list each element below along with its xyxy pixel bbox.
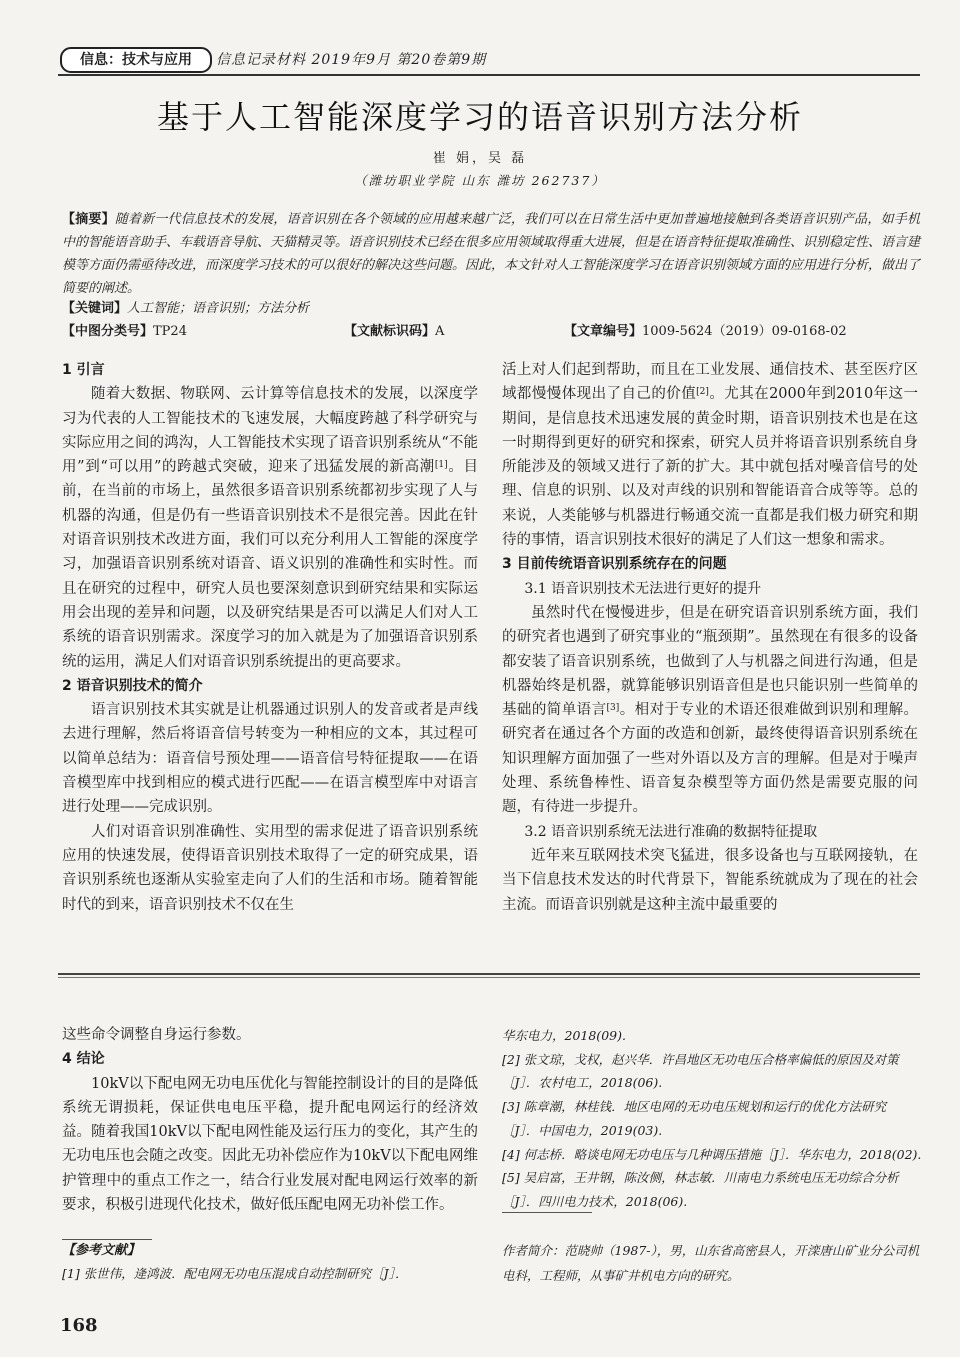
abstract-text: 随着新一代信息技术的发展，语音识别在各个领域的应用越来越广泛，我们可以在日常生活中更加普遍地接触到各类语音识别产品，如手机中的智能语音助手、车载语音导航、天猫精灵等。语音识别技术已经在很多应用领域取得重大进展，但是在语音特征提取准确性、识别稳定性、语言建模等方面仍需亟待改进，而深度学习技术的可以很好的解决这些问题。因此，本文针对人工智能深度学习在语音识别领域方面的应用进行分析，做出了简要的阐述。	[62, 212, 921, 296]
doc-code: 【文献标识码】A	[344, 324, 445, 339]
citation: [1]	[434, 460, 448, 471]
article-number: 【文章编号】1009-5624（2019）09-0168-02	[564, 324, 847, 339]
authors: 崔 娟，吴 磊	[432, 151, 528, 166]
subsection-heading: 3.2 语音识别系统无法进行准确的数据特征提取	[524, 823, 818, 840]
header-rule	[58, 74, 920, 76]
bio-rule	[502, 1212, 592, 1213]
section-heading: 3 目前传统语音识别系统存在的问题	[502, 556, 727, 573]
section-badge: 信息：技术与应用	[60, 47, 212, 73]
reference-item: [2] 张文琼，戈权，赵兴华．许昌地区无功电压合格率偏低的原因及对策［J］．农村电工，2018(06).	[502, 1051, 899, 1091]
section-heading: 4 结论	[62, 1051, 105, 1068]
article-divider-thin	[58, 977, 920, 978]
paragraph: 10kV以下配电网无功电压优化与智能控制设计的目的是降低系统无谓损耗，保证供电电压平稳，提升配电网运行的经济效益。随着我国10kV以下配电网性能及运行压力的变化，其产生的无功电压也会随之改变。因此无功补偿应作为10kV以下配电网维护管理中的重点工作之一，结合行业发展对配电网运行效率的新要求，积极引进现代化技术，做好低压配电网无功补偿工作。	[62, 1075, 478, 1214]
paragraph: 虽然时代在慢慢进步，但是在研究语音识别系统方面，我们的研究者也遇到了研究事业的“瓶颈期”。虽然现在有很多的设备都安装了语音识别系统，也做到了人与机器之间进行沟通，但是机器始终是机器，就算能够识别语音但是也只能识别一些简单的基础的简单语言[3]。相对于专业的术语还很难做到识别和理解。研究者在通过各个方面的改造和创新，最终使得语音识别系统在知识理解方面加强了一些对外语以及方言的理解。但是对于噪声处理、系统鲁棒性、语音复杂模型等方面仍然是需要克服的问题，有待进一步提升。	[502, 604, 918, 816]
references-title: 【参考文献】	[62, 1243, 141, 1258]
references	[62, 1240, 478, 1286]
paper-title: 基于人工智能深度学习的语音识别方法分析	[156, 98, 803, 136]
journal-info: 信息记录材料 2019年9月 第20卷第9期	[216, 52, 487, 68]
reference-item: [3] 陈章潮，林桂钱．地区电网的无功电压规划和运行的优化方法研究［J］．中国电力，2019(03).	[502, 1099, 887, 1138]
right-column	[502, 358, 918, 917]
keywords-label: 【关键词】	[62, 301, 128, 316]
reference-item: [5] 吴启富，王井钢，陈汝侧，林志敏．川南电力系统电压无功综合分析［J］．四川电力技术，2018(06).	[502, 1170, 899, 1209]
left-column	[62, 358, 478, 917]
lower-left-column	[62, 1023, 478, 1217]
paragraph: 语言识别技术其实就是让机器通过识别人的发音或者是声线去进行理解，然后将语音信号转变为一种相应的文本，其过程可以简单总结为：语音信号预处理——语音信号特征提取——在语音模型库中找到相应的模式进行匹配——在语言模型库中对语言进行处理——完成识别。	[62, 702, 478, 816]
reference-item: [1] 张世伟，逄鸿波．配电网无功电压混成自动控制研究［J］．	[62, 1266, 408, 1281]
paragraph: 人们对语音识别准确性、实用型的需求促进了语音识别系统应用的快速发展，使得语音识别技术取得了一定的研究成果，语音识别系统也逐渐从实验室走向了人们的生活和市场。随着智能时代的到来，语音识别技术不仅在生	[62, 823, 478, 913]
paragraph: 活上对人们起到帮助，而且在工业发展、通信技术、甚至医疗区域都慢慢体现出了自己的价值[2]。尤其在2000年到2010年这一期间，是信息技术迅速发展的黄金时期，语音识别技术也是在这一时期得到更好的研究和探索，研究人员并将语音识别系统自身所能涉及的领域又进行了新的扩大。其中就包括对噪音信号的处理、信息的识别、以及对声线的识别和智能语音合成等等。总的来说，人类能够与机器进行畅通交流一直都是我们极力研究和期待的事情，语言识别技术很好的满足了人们这一想象和需求。	[502, 362, 918, 549]
paragraph: 近年来互联网技术突飞猛进，很多设备也与互联网接轨，在当下信息技术发达的时代背景下，智能系统就成为了现在的社会主流。而语音识别就是这种主流中最重要的	[502, 847, 918, 913]
section-heading: 2 语音识别技术的简介	[62, 677, 203, 694]
reference-item: [4] 何志桥．略谈电网无功电压与几种调压措施［J］．华东电力，2018(02).	[502, 1146, 922, 1162]
abstract	[62, 208, 920, 300]
subsection-heading: 3.1 语音识别技术无法进行更好的提升	[524, 580, 762, 597]
references-continued	[502, 1024, 922, 1214]
article-divider	[58, 973, 920, 975]
affiliation: （潍坊职业学院 山东 潍坊 262737）	[354, 173, 606, 188]
classification-row	[62, 320, 920, 340]
keywords-text: 人工智能；语音识别；方法分析	[127, 301, 310, 316]
clc-code: 【中图分类号】TP24	[62, 324, 187, 339]
citation: [2]	[696, 387, 709, 398]
page-number: 168	[60, 1315, 98, 1336]
keywords	[62, 297, 309, 316]
paragraph: 随着大数据、物联网、云计算等信息技术的发展，以深度学习为代表的人工智能技术的飞速发展，大幅度跨越了科学研究与实际应用之间的鸿沟，人工智能技术实现了语音识别系统从“不能用”到“可以用”的跨越式突破，迎来了迅猛发展的新高潮[1]。目前，在当前的市场上，虽然很多语音识别系统都初步实现了人与机器的沟通，但是仍有一些语音识别技术不是很完善。因此在针对语音识别技术改进方面，我们可以充分利用人工智能的深度学习，加强语音识别系统对语音、语义识别的准确性和实时性。而且在研究的过程中，研究人员也要深刻意识到研究结果和实际运用会出现的差异和问题，以及研究结果是否可以满足人们对人工系统的语音识别需求。深度学习的加入就是为了加强语音识别系统的运用，满足人们对语音识别系统提出的更高要求。	[62, 386, 478, 670]
citation: [3]	[606, 703, 620, 714]
section-heading: 1 引言	[62, 362, 105, 378]
reference-item: 华东电力，2018(09).	[502, 1028, 626, 1043]
abstract-label: 【摘要】	[62, 212, 115, 227]
author-bio: 作者简介：范晓帅（1987-），男，山东省高密县人，开滦唐山矿业分公司机电科，工程师，从事矿井机电方向的研究。	[502, 1243, 920, 1283]
paragraph: 这些命令调整自身运行参数。	[62, 1027, 251, 1043]
